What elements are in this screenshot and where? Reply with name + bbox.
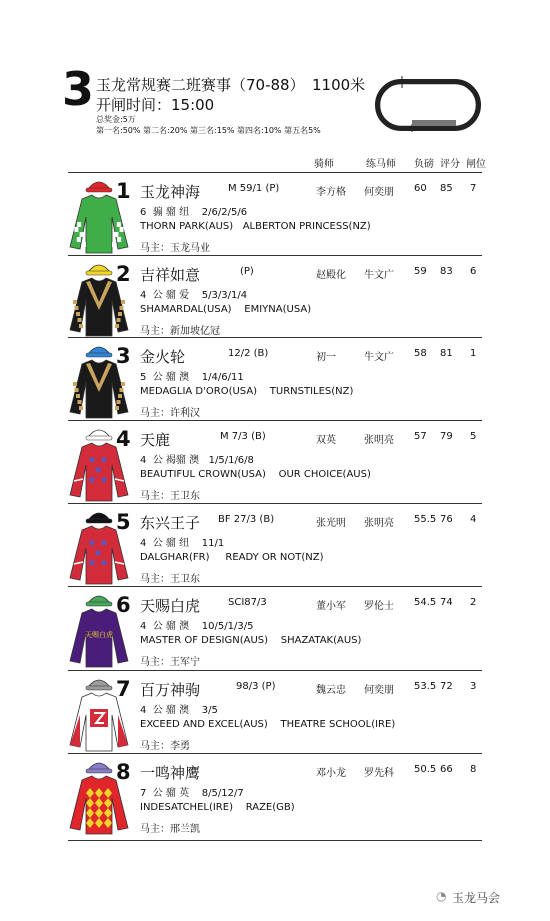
pedigree: MASTER OF DESIGN(AUS) SHAZATAK(AUS) <box>140 635 362 646</box>
draw: 2 <box>470 597 477 608</box>
pedigree: DALGHAR(FR) READY OR NOT(NZ) <box>140 552 324 563</box>
jockey: 赵殿化 <box>316 270 346 281</box>
trainer: 张明亮 <box>364 518 394 529</box>
horse-info: 4 公 褐骝 澳 1/5/1/6/8 <box>140 455 254 466</box>
horse-row <box>68 753 482 838</box>
bottom-divider <box>68 840 482 841</box>
prize-total: 总奖金:5万 <box>96 115 136 124</box>
owner: 马主：玉龙马业 <box>140 243 210 254</box>
weight: 58 <box>414 348 427 359</box>
horse-odds: 12/2 (B) <box>228 348 269 359</box>
horse-row <box>68 586 482 671</box>
horse-number: 5 <box>116 510 131 534</box>
horse-odds: M 59/1 (P) <box>228 183 280 194</box>
trainer: 牛文广 <box>364 352 394 363</box>
horse-row <box>68 503 482 588</box>
weight: 57 <box>414 431 427 442</box>
pedigree: EXCEED AND EXCEL(AUS) THEATRE SCHOOL(IRE) <box>140 719 396 730</box>
horse-info: 4 公 骝 澳 3/5 <box>140 705 218 716</box>
svg-text:★: ★ <box>87 538 97 549</box>
svg-text:★: ★ <box>87 475 97 486</box>
weight: 53.5 <box>414 681 437 692</box>
score: 66 <box>440 764 453 775</box>
svg-text:★: ★ <box>93 465 103 476</box>
horse-row <box>68 172 482 257</box>
horse-odds: M 7/3 (B) <box>220 431 266 442</box>
track-diagram <box>372 74 482 134</box>
trainer: 何奕朋 <box>364 685 394 696</box>
horse-number: 4 <box>116 427 131 451</box>
horse-number: 1 <box>116 179 131 203</box>
score: 83 <box>440 266 453 277</box>
horse-number: 8 <box>116 760 131 784</box>
watermark: 玉龙马会 <box>452 891 501 905</box>
prize-split: 第一名:50% 第二名:20% 第三名:15% 第四名:10% 第五名5% <box>96 126 321 135</box>
col-score: 评分 <box>440 159 460 170</box>
horse-odds: 98/3 (P) <box>236 681 276 692</box>
trainer: 罗伦士 <box>364 601 394 612</box>
race-title: 玉龙常规赛二班赛事（70-88） <box>96 76 305 94</box>
svg-text:★: ★ <box>87 455 97 466</box>
weight: 59 <box>414 266 427 277</box>
horse-odds: SCI87/3 <box>228 597 267 608</box>
svg-text:★: ★ <box>99 475 109 486</box>
draw: 8 <box>470 764 477 775</box>
horse-name: 一鸣神鹰 <box>140 764 201 782</box>
horse-number: 6 <box>116 593 131 617</box>
horse-info: 4 公 骝 爱 5/3/3/1/4 <box>140 290 248 301</box>
horse-number: 7 <box>116 677 131 701</box>
owner: 马主：王卫东 <box>140 491 200 502</box>
trainer: 张明亮 <box>364 435 394 446</box>
draw: 7 <box>470 183 477 194</box>
col-jockey: 骑师 <box>314 159 334 170</box>
score: 76 <box>440 514 453 525</box>
pedigree: THORN PARK(AUS) ALBERTON PRINCESS(NZ) <box>140 221 371 232</box>
horse-row <box>68 337 482 422</box>
col-trainer: 练马师 <box>366 159 396 170</box>
horse-info: 7 公 骝 英 8/5/12/7 <box>140 788 244 799</box>
col-weight: 负磅 <box>414 159 434 170</box>
weight: 55.5 <box>414 514 437 525</box>
horse-odds: (P) <box>240 266 254 277</box>
owner: 马主：新加坡亿冠 <box>140 326 220 337</box>
owner: 马主：许利汉 <box>140 408 200 419</box>
svg-text:★: ★ <box>99 538 109 549</box>
svg-text:★: ★ <box>99 455 109 466</box>
horse-name: 天赐白虎 <box>140 597 201 615</box>
weight: 54.5 <box>414 597 437 608</box>
owner: 马主：李勇 <box>140 741 190 752</box>
owner: 马主：王卫东 <box>140 574 200 585</box>
horse-row <box>68 255 482 340</box>
trainer: 何奕朋 <box>364 187 394 198</box>
pedigree: MEDAGLIA D'ORO(USA) TURNSTILES(NZ) <box>140 386 354 397</box>
owner: 马主：王军宁 <box>140 657 200 668</box>
horse-name: 东兴王子 <box>140 514 201 532</box>
svg-text:★: ★ <box>93 548 103 559</box>
weight: 60 <box>414 183 427 194</box>
svg-text:★: ★ <box>87 558 97 569</box>
horse-name: 百万神驹 <box>140 681 201 699</box>
jockey: 李方格 <box>316 187 346 198</box>
trainer: 牛文广 <box>364 270 394 281</box>
draw: 1 <box>470 348 477 359</box>
pedigree: INDESATCHEL(IRE) RAZE(GB) <box>140 802 295 813</box>
race-distance: 1100米 <box>312 76 366 94</box>
jockey: 初一 <box>316 352 336 363</box>
draw: 6 <box>470 266 477 277</box>
start-time: 开闸时间：15:00 <box>96 96 215 114</box>
jockey: 魏云忠 <box>316 685 346 696</box>
horse-name: 吉祥如意 <box>140 266 201 284</box>
horse-name: 玉龙神海 <box>140 183 201 201</box>
jockey: 董小军 <box>316 601 346 612</box>
horse-info: 5 公 骝 澳 1/4/6/11 <box>140 372 244 383</box>
col-draw: 闸位 <box>466 159 486 170</box>
draw: 4 <box>470 514 477 525</box>
horse-number: 3 <box>116 344 131 368</box>
horse-odds: BF 27/3 (B) <box>218 514 275 525</box>
pedigree: SHAMARDAL(USA) EMIYNA(USA) <box>140 304 312 315</box>
wechat-icon: ◔ <box>436 889 447 903</box>
score: 85 <box>440 183 453 194</box>
horse-name: 金火轮 <box>140 348 186 366</box>
svg-text:天赐白虎: 天赐白虎 <box>85 631 113 639</box>
jockey: 邓小龙 <box>316 768 346 779</box>
horse-info: 4 公 骝 澳 10/5/1/3/5 <box>140 621 254 632</box>
horse-row <box>68 420 482 505</box>
trainer: 罗先科 <box>364 768 394 779</box>
score: 72 <box>440 681 453 692</box>
svg-text:★: ★ <box>99 558 109 569</box>
score: 79 <box>440 431 453 442</box>
horse-number: 2 <box>116 262 131 286</box>
race-number: 3 <box>62 62 95 116</box>
jockey: 张光明 <box>316 518 346 529</box>
draw: 3 <box>470 681 477 692</box>
horse-info: 4 公 骝 纽 11/1 <box>140 538 225 549</box>
owner: 马主：邢兰凯 <box>140 824 200 835</box>
horse-row <box>68 670 482 755</box>
horse-name: 天鹿 <box>140 431 171 449</box>
score: 81 <box>440 348 453 359</box>
draw: 5 <box>470 431 477 442</box>
score: 74 <box>440 597 453 608</box>
horse-info: 6 骟 骝 纽 2/6/2/5/6 <box>140 207 248 218</box>
weight: 50.5 <box>414 764 437 775</box>
jockey: 双英 <box>316 435 336 446</box>
pedigree: BEAUTIFUL CROWN(USA) OUR CHOICE(AUS) <box>140 469 371 480</box>
